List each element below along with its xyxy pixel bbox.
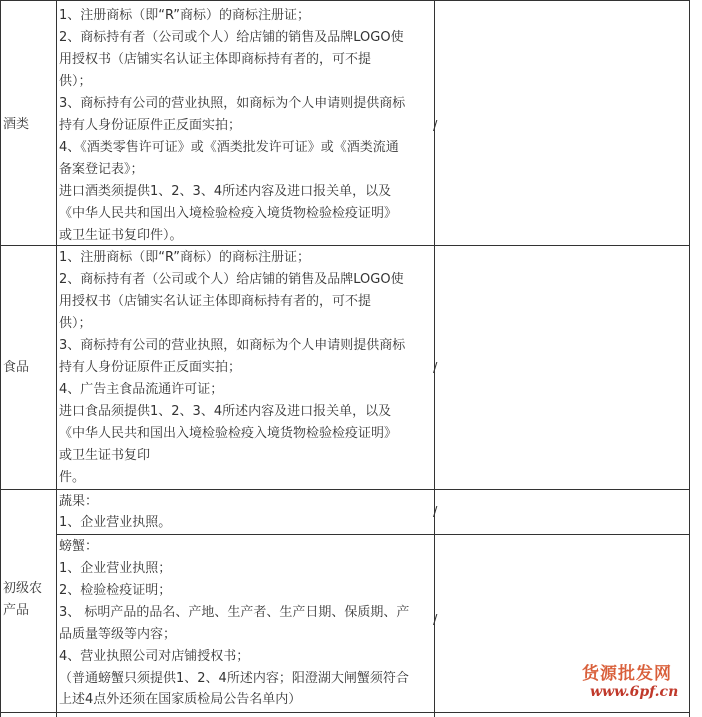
category-cell-alcohol: 酒类: [3, 117, 30, 132]
requirement-line: 进口酒类须提供1、2、3、4所述内容及进口报关单，以及: [59, 184, 392, 199]
requirement-line: 件。: [59, 470, 86, 485]
requirement-line: 4、营业执照公司对店铺授权书；: [59, 649, 250, 664]
requirement-line: 品质量等级等内容；: [59, 627, 177, 642]
remark-cell-food: /: [433, 361, 438, 376]
requirement-line: 2、商标持有者（公司或个人）给店铺的销售及品牌LOGO使: [59, 30, 404, 45]
subrow-divider-vegetables-crab: [56, 534, 690, 535]
category-line: 初级农: [3, 581, 43, 596]
requirement-line: 3、 标明产品的品名、产地、生产者、生产日期、保质期、产: [59, 605, 410, 620]
requirement-line: 螃蟹：: [59, 539, 99, 554]
category-cell-food: 食品: [3, 360, 30, 375]
requirement-line: 1、企业营业执照；: [59, 561, 172, 576]
category-line: 产品: [3, 603, 30, 618]
watermark-title: 货源批发网: [582, 664, 672, 684]
requirement-line: 蔬果：: [59, 494, 99, 509]
remark-cell-alcohol: /: [433, 119, 438, 134]
requirement-line: 《中华人民共和国出入境检验检疫入境货物检验检疫证明》: [59, 206, 398, 221]
requirement-line: 3、商标持有公司的营业执照，如商标为个人申请则提供商标: [59, 96, 406, 111]
table-right-border: [689, 0, 690, 717]
watermark-url: www.6pf.cn: [590, 684, 679, 700]
requirement-line: 上述4点外还须在国家质检局公告名单内）: [59, 692, 302, 707]
requirement-line: 1、企业营业执照。: [59, 515, 172, 530]
remark-cell-crab: /: [433, 613, 438, 628]
requirement-line: 2、商标持有者（公司或个人）给店铺的销售及品牌LOGO使: [59, 272, 404, 287]
requirement-line: 备案登记表》；: [59, 162, 144, 177]
requirement-line: 4、《酒类零售许可证》或《酒类批发许可证》或《酒类流通: [59, 140, 399, 155]
requirement-line: 或卫生证书复印件）。: [59, 228, 183, 243]
requirement-line: 进口食品须提供1、2、3、4所述内容及进口报关单，以及: [59, 404, 392, 419]
requirement-line: 持有人身份证原件正反面实拍；: [59, 118, 242, 133]
requirement-line: 持有人身份证原件正反面实拍；: [59, 360, 242, 375]
requirement-line: 供）；: [59, 316, 92, 331]
category-column-divider: [56, 0, 57, 717]
remark-cell-vegetables: /: [433, 505, 438, 520]
requirement-line: 或卫生证书复印: [59, 448, 151, 463]
requirement-line: 用授权书（店铺实名认证主体即商标持有者的，可不提: [59, 294, 372, 309]
category-cell-produce: [3, 578, 42, 622]
requirement-line: 1、注册商标（即“R”商标）的商标注册证；: [59, 250, 310, 265]
content-column-divider: [433, 0, 438, 717]
table-left-border: [0, 0, 1, 717]
row-divider-food-produce: [0, 489, 690, 490]
requirement-line: 1、注册商标（即“R”商标）的商标注册证；: [59, 8, 310, 23]
requirement-line: 《中华人民共和国出入境检验检疫入境货物检验检疫证明》: [59, 426, 398, 441]
requirement-line: 用授权书（店铺实名认证主体即商标持有者的，可不提: [59, 52, 372, 67]
requirement-line: 4、广告主食品流通许可证；: [59, 382, 224, 397]
requirement-line: 3、商标持有公司的营业执照，如商标为个人申请则提供商标: [59, 338, 406, 353]
row-divider-bottom: [0, 712, 690, 713]
table-top-border: [0, 0, 690, 1]
requirement-line: 供）；: [59, 74, 92, 89]
requirement-line: 2、检验检疫证明；: [59, 583, 172, 598]
requirement-line: （普通螃蟹只须提供1、2、4所述内容；阳澄湖大闸蟹须符合: [59, 671, 409, 686]
